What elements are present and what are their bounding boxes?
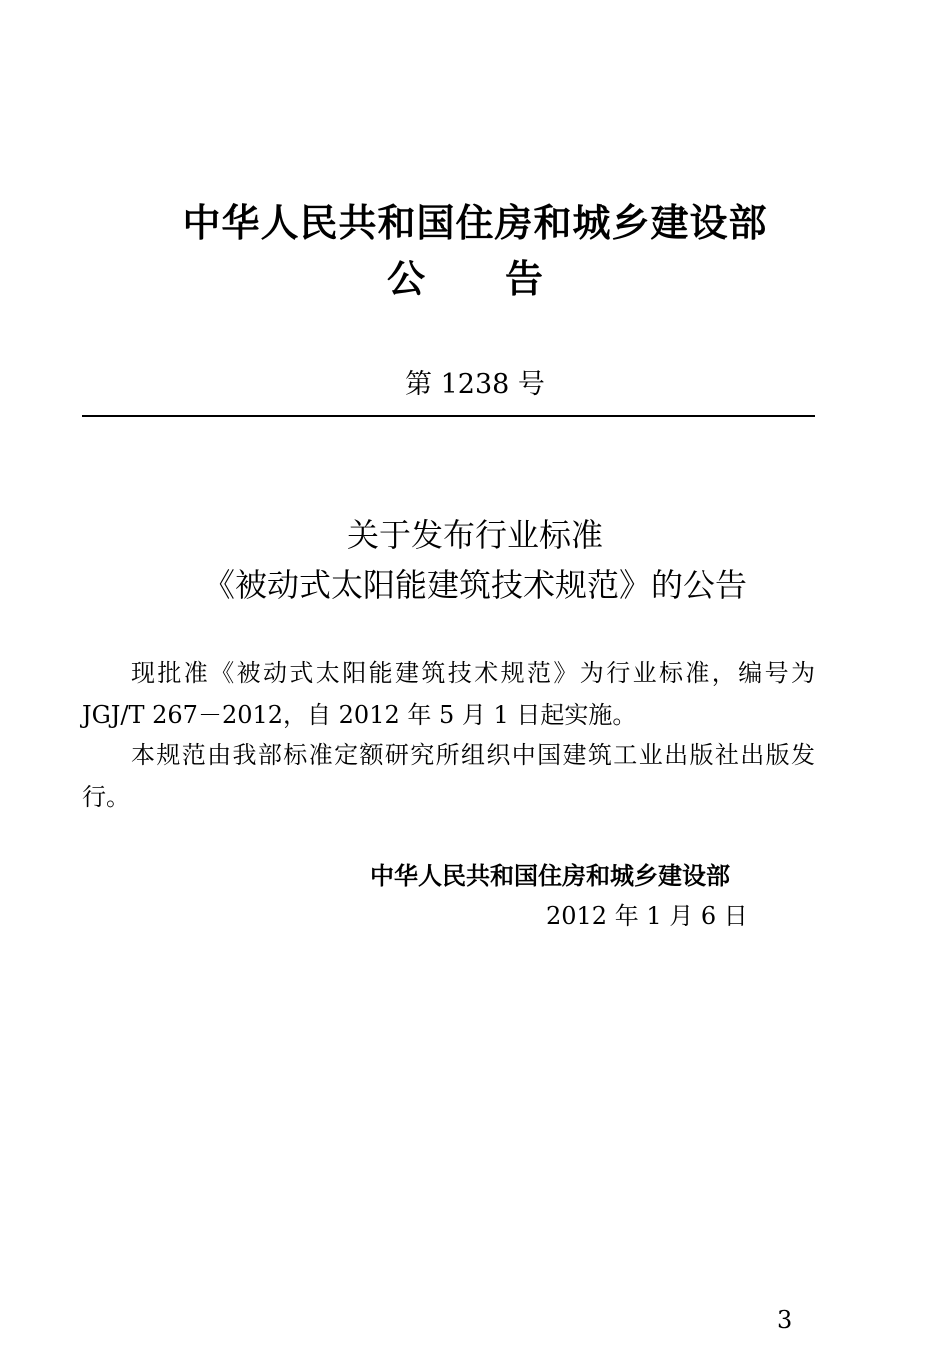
- issuer-title: 中华人民共和国住房和城乡建设部: [182, 200, 768, 245]
- body-paragraph-2: 本规范由我部标准定额研究所组织中国建筑工业出版社出版发行。: [82, 741, 815, 811]
- subject-line-1: 关于发布行业标准: [346, 516, 603, 554]
- signature-organization: 中华人民共和国住房和城乡建设部: [370, 861, 730, 890]
- signature-date: 2012 年 1 月 6 日: [546, 902, 748, 930]
- announcement-number: 第 1238 号: [405, 369, 545, 400]
- page-number: 3: [777, 1306, 793, 1334]
- body-paragraph-1: 现批准《被动式太阳能建筑技术规范》为行业标准，编号为JGJ/T 267－2012，自 2012 年 5 月 1 日起实施。: [82, 659, 815, 729]
- header-divider: [82, 415, 815, 417]
- subject-line-2: 《被动式太阳能建筑技术规范》的公告: [202, 566, 747, 604]
- document-type-title: 公告: [386, 256, 623, 301]
